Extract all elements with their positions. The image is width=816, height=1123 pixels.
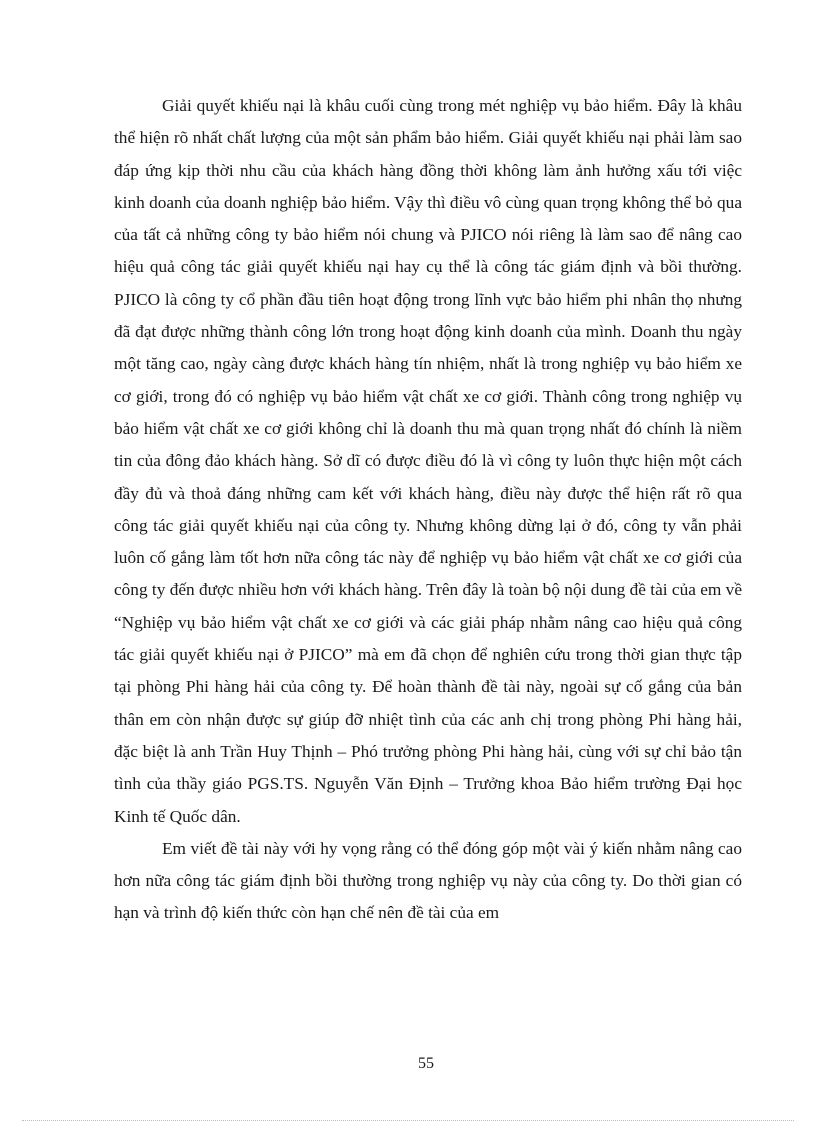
paragraph-purpose: Em viết đề tài này với hy vọng rằng có thể đóng góp một vài ý kiến nhằm nâng cao hơn nữa công tác giám định bồi thường trong nghiệp vụ này của công ty. Do thời gian có hạn và trình độ kiến thức còn hạn chế nên đề tài của em [114, 838, 742, 923]
page-number: 55 [418, 1055, 434, 1072]
paragraph-conclusion: Giải quyết khiếu nại là khâu cuối cùng trong mét nghiệp vụ bảo hiểm. Đây là khâu thể hiện rõ nhất chất lượng của một sản phẩm bảo hiểm. Giải quyết khiếu nại phải làm sao đáp ứng kịp thời nhu cầu của khách hàng đồng thời không làm ảnh hưởng xấu tới việc kinh doanh của doanh nghiệp bảo hiểm. Vậy thì điều vô cùng quan trọng không thể bỏ qua của tất cả những công ty bảo hiểm nói chung và PJICO nói riêng là làm sao để nâng cao hiệu quả công tác giải quyết khiếu nại hay cụ thể là công tác giám định và bồi thường. PJICO là công ty cổ phần đầu tiên hoạt động trong lĩnh vực bảo hiểm phi nhân thọ nhưng đã đạt được những thành công lớn trong hoạt động kinh doanh của mình. Doanh thu ngày một tăng cao, ngày càng được khách hàng tín nhiệm, nhất là trong nghiệp vụ bảo hiểm xe cơ giới, trong đó có nghiệp vụ bảo hiểm vật chất xe cơ giới. Thành công trong nghiệp vụ bảo hiểm vật chất xe cơ giới không chỉ là doanh thu mà quan trọng nhất đó chính là niềm tin của đông đảo khách hàng. Sở dĩ có được điều đó là vì công ty luôn thực hiện một cách đầy đủ và thoả đáng những cam kết với khách hàng, điều này được thể hiện rất rõ qua công tác giải quyết khiếu nại của công ty. Nhưng không dừng lại ở đó, công ty vẫn phải luôn cố gắng làm tốt hơn nữa công tác này để nghiệp vụ bảo hiểm vật chất xe cơ giới của công ty đến được nhiều hơn với khách hàng. Trên đây là toàn bộ nội dung đề tài của em về “Nghiệp vụ bảo hiểm vật chất xe cơ giới và các giải pháp nhằm nâng cao hiệu quả công tác giải quyết khiếu nại ở PJICO” mà em đã chọn để nghiên cứu trong thời gian thực tập tại phòng Phi hàng hải của công ty. Để hoàn thành đề tài này, ngoài sự cố gắng của bản thân em còn nhận được sự giúp đỡ nhiệt tình của các anh chị trong phòng Phi hàng hải, đặc biệt là anh Trần Huy Thịnh – Phó trưởng phòng Phi hàng hải, cùng với sự chỉ bảo tận tình của thầy giáo PGS.TS. Nguyễn Văn Định – Trưởng khoa Bảo hiểm trường Đại học Kinh tế Quốc dân. [114, 96, 742, 826]
footer-divider [22, 1120, 794, 1121]
body-text [114, 90, 742, 930]
